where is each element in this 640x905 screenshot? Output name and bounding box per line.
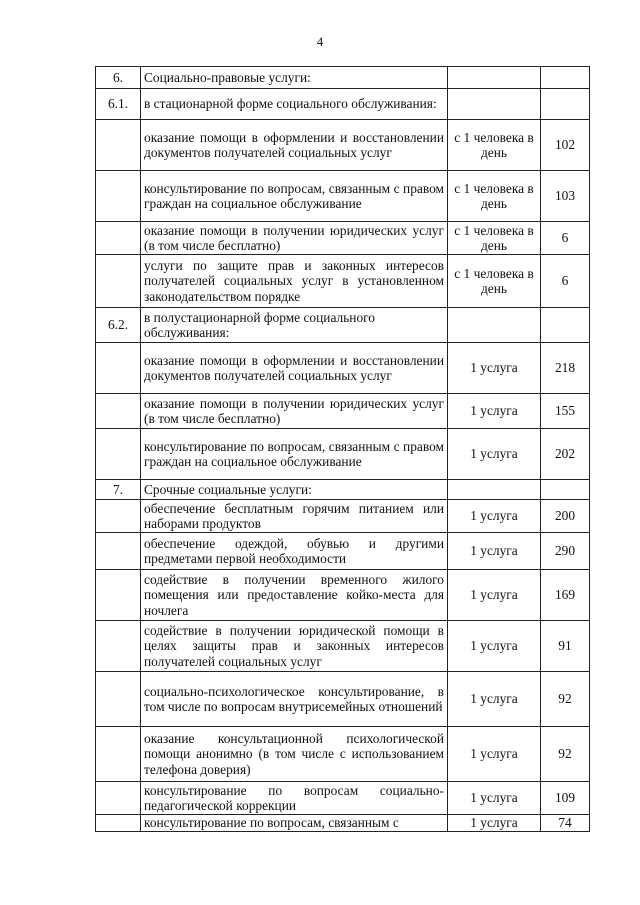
value-cell <box>541 308 590 343</box>
value-cell: 218 <box>541 343 590 394</box>
table-row <box>96 815 590 832</box>
service-name-cell: оказание помощи в получении юридических услуг (в том числе бесплатно) <box>141 394 448 429</box>
table-row <box>96 343 590 394</box>
value-cell: 74 <box>541 815 590 832</box>
table-row <box>96 782 590 815</box>
unit-cell: с 1 человека в день <box>448 120 541 171</box>
row-number-cell <box>96 815 141 832</box>
section-title-cell: в стационарной форме социального обслуживания: <box>141 89 448 120</box>
table-row <box>96 120 590 171</box>
section-title-cell: в полустационарной форме социального обслуживания: <box>141 308 448 343</box>
value-cell: 155 <box>541 394 590 429</box>
services-table <box>95 66 590 832</box>
service-name-cell: содействие в получении временного жилого помещения или предоставление койко-места для ночлега <box>141 570 448 621</box>
table-row <box>96 672 590 727</box>
service-name-cell: консультирование по вопросам социально-педагогической коррекции <box>141 782 448 815</box>
unit-cell: с 1 человека в день <box>448 222 541 255</box>
table-row <box>96 394 590 429</box>
service-name-cell: содействие в получении юридической помощи в целях защиты прав и законных интересов получателей социальных услуг <box>141 621 448 672</box>
unit-cell <box>448 480 541 500</box>
unit-cell <box>448 67 541 89</box>
unit-cell: 1 услуга <box>448 570 541 621</box>
table-row <box>96 533 590 570</box>
row-number-cell <box>96 120 141 171</box>
unit-cell: 1 услуга <box>448 394 541 429</box>
row-number-cell: 7. <box>96 480 141 500</box>
section-row <box>96 67 590 89</box>
unit-cell: 1 услуга <box>448 782 541 815</box>
value-cell: 202 <box>541 429 590 480</box>
row-number-cell <box>96 394 141 429</box>
unit-cell <box>448 308 541 343</box>
table-row <box>96 500 590 533</box>
row-number-cell <box>96 255 141 308</box>
unit-cell: 1 услуга <box>448 621 541 672</box>
row-number-cell <box>96 171 141 222</box>
row-number-cell <box>96 672 141 727</box>
table-row <box>96 727 590 782</box>
row-number-cell <box>96 621 141 672</box>
unit-cell: с 1 человека в день <box>448 171 541 222</box>
table-row <box>96 171 590 222</box>
value-cell: 6 <box>541 222 590 255</box>
section-row <box>96 308 590 343</box>
row-number-cell <box>96 782 141 815</box>
value-cell: 290 <box>541 533 590 570</box>
section-row <box>96 89 590 120</box>
row-number-cell <box>96 727 141 782</box>
row-number-cell <box>96 343 141 394</box>
value-cell <box>541 89 590 120</box>
value-cell: 109 <box>541 782 590 815</box>
service-name-cell: оказание помощи в оформлении и восстановлении документов получателей социальных услуг <box>141 343 448 394</box>
row-number-cell <box>96 222 141 255</box>
service-name-cell: обеспечение бесплатным горячим питанием или наборами продуктов <box>141 500 448 533</box>
unit-cell: 1 услуга <box>448 727 541 782</box>
row-number-cell <box>96 570 141 621</box>
service-name-cell: социально-психологическое консультирование, в том числе по вопросам внутрисемейных отношений <box>141 672 448 727</box>
service-name-cell: консультирование по вопросам, связанным с правом граждан на социальное обслуживание <box>141 429 448 480</box>
row-number-cell <box>96 533 141 570</box>
value-cell: 92 <box>541 672 590 727</box>
value-cell: 103 <box>541 171 590 222</box>
row-number-cell <box>96 429 141 480</box>
service-name-cell: консультирование по вопросам, связанным с <box>141 815 448 832</box>
unit-cell <box>448 89 541 120</box>
unit-cell: 1 услуга <box>448 815 541 832</box>
value-cell: 91 <box>541 621 590 672</box>
unit-cell: 1 услуга <box>448 500 541 533</box>
value-cell: 102 <box>541 120 590 171</box>
row-number-cell <box>96 500 141 533</box>
section-title-cell: Срочные социальные услуги: <box>141 480 448 500</box>
table-row <box>96 570 590 621</box>
section-row <box>96 480 590 500</box>
unit-cell: 1 услуга <box>448 672 541 727</box>
row-number-cell: 6.2. <box>96 308 141 343</box>
services-table-body <box>96 67 590 832</box>
unit-cell: с 1 человека в день <box>448 255 541 308</box>
unit-cell: 1 услуга <box>448 533 541 570</box>
service-name-cell: консультирование по вопросам, связанным с правом граждан на социальное обслуживание <box>141 171 448 222</box>
table-row <box>96 255 590 308</box>
value-cell <box>541 480 590 500</box>
value-cell: 6 <box>541 255 590 308</box>
value-cell <box>541 67 590 89</box>
service-name-cell: услуги по защите прав и законных интересов получателей социальных услуг в установленном законодательством порядке <box>141 255 448 308</box>
unit-cell: 1 услуга <box>448 343 541 394</box>
unit-cell: 1 услуга <box>448 429 541 480</box>
row-number-cell: 6.1. <box>96 89 141 120</box>
row-number-cell: 6. <box>96 67 141 89</box>
section-title-cell: Социально-правовые услуги: <box>141 67 448 89</box>
table-row <box>96 621 590 672</box>
service-name-cell: оказание консультационной психологической помощи анонимно (в том числе с использованием телефона доверия) <box>141 727 448 782</box>
table-row <box>96 222 590 255</box>
service-name-cell: оказание помощи в оформлении и восстановлении документов получателей социальных услуг <box>141 120 448 171</box>
table-row <box>96 429 590 480</box>
value-cell: 200 <box>541 500 590 533</box>
value-cell: 169 <box>541 570 590 621</box>
page-number: 4 <box>316 34 324 49</box>
service-name-cell: обеспечение одеждой, обувью и другими предметами первой необходимости <box>141 533 448 570</box>
service-name-cell: оказание помощи в получении юридических услуг (в том числе бесплатно) <box>141 222 448 255</box>
value-cell: 92 <box>541 727 590 782</box>
